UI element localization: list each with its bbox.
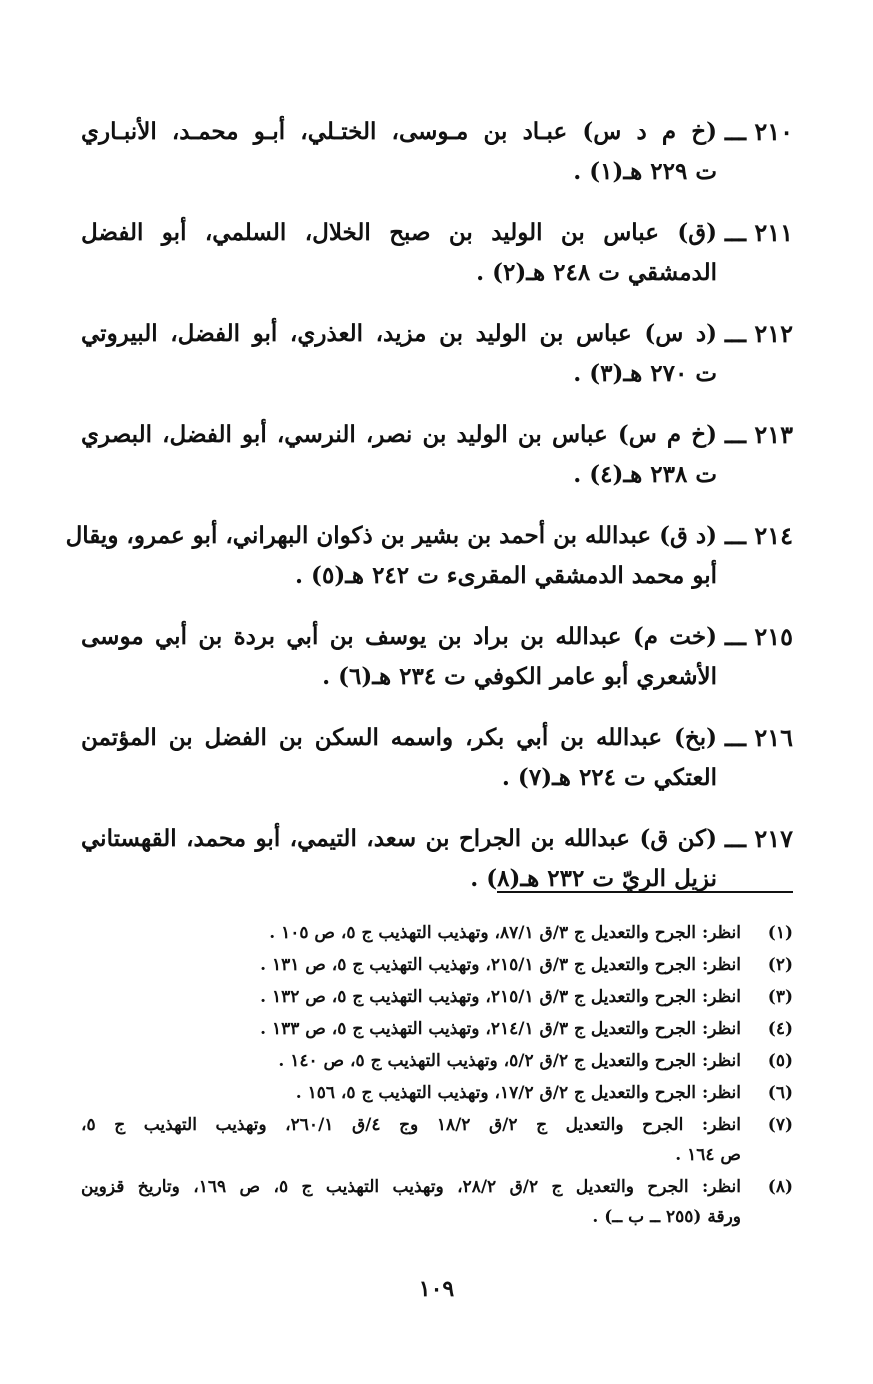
footnote-2 [81, 950, 793, 980]
entry-number: ٢١٢ ـــ [724, 319, 793, 348]
entry-line-1: (خ م س) عباس بن الوليد بن نصر، النرسي، أبو الفضل، البصري [81, 421, 717, 448]
entry-line-1: (كن ق) عبدالله بن الجراح بن سعد، التيمي، أبو محمد، القهستاني [81, 825, 717, 852]
entry-line-2: ت ٢٢٩ هـ(١) . [573, 158, 717, 185]
footnote-text [81, 1046, 741, 1076]
entry-214 [65, 516, 793, 596]
entry-number: ٢١١ ـــ [724, 218, 793, 247]
footnote-text [81, 950, 741, 980]
footnote-line: انظر: الجرح والتعديل ج ٢/ق ١٧/٢، وتهذيب التهذيب ج ٥، ١٥٦ . [295, 1083, 741, 1103]
footnote-7 [81, 1110, 793, 1170]
entry-number: ٢١٠ ـــ [724, 117, 793, 146]
footnote-5 [81, 1046, 793, 1076]
footnote-number: (١) [767, 923, 793, 943]
footnote-number: (٨) [767, 1177, 793, 1197]
entry-text [81, 112, 717, 192]
footnote-separator [497, 891, 793, 893]
footnote-text [81, 1110, 741, 1170]
entry-text [81, 314, 717, 394]
footnote-number: (٧) [767, 1115, 793, 1135]
entry-line-2: الدمشقي ت ٢٤٨ هـ(٢) . [476, 259, 717, 286]
footnote-line: انظر: الجرح والتعديل ج ٣/ق ٢١٥/١، وتهذيب التهذيب ج ٥، ص ١٣٢ . [260, 987, 741, 1007]
entry-line-2: الأشعري أبو عامر الكوفي ت ٢٣٤ هـ(٦) . [322, 663, 717, 690]
footnote-4 [81, 1014, 793, 1044]
footnote-line: انظر: الجرح والتعديل ج ٢/ق ١٨/٢ وج ٤/ق ٢٦٠/١، وتهذيب التهذيب ج ٥، [81, 1115, 741, 1135]
footnote-line: انظر: الجرح والتعديل ج ٣/ق ٢١٥/١، وتهذيب التهذيب ج ٥، ص ١٣١ . [260, 955, 741, 975]
footnote-6 [81, 1078, 793, 1108]
entry-line-2: ت ٢٧٠ هـ(٣) . [573, 360, 717, 387]
entry-line-1: (خ م د س) عبـاد بن مـوسى، الختـلي، أبـو محمـد، الأنبـاري [81, 118, 717, 145]
entry-line-1: (خت م) عبدالله بن براد بن يوسف بن أبي بردة بن أبي موسى [81, 623, 717, 650]
page-number: ١٠٩ [418, 1276, 455, 1302]
entry-text [81, 617, 717, 697]
entry-216 [81, 718, 793, 798]
entry-line-2: ت ٢٣٨ هـ(٤) . [573, 461, 717, 488]
entry-text [81, 819, 717, 899]
footnotes [81, 918, 793, 1234]
entry-number: ٢١٣ ـــ [724, 420, 793, 449]
entry-text [81, 718, 717, 798]
footnote-number: (٤) [767, 1019, 793, 1039]
footnote-number: (٥) [767, 1051, 793, 1071]
entry-line-1: (بخ) عبدالله بن أبي بكر، واسمه السكن بن الفضل بن المؤتمن [81, 724, 717, 751]
footnote-line: انظر: الجرح والتعديل ج ٣/ق ٨٧/١، وتهذيب التهذيب ج ٥، ص ١٠٥ . [269, 923, 741, 943]
entry-211 [81, 213, 793, 293]
entry-number: ٢١٧ ـــ [724, 824, 793, 853]
footnote-number: (٢) [767, 955, 793, 975]
entry-text [81, 213, 717, 293]
entry-line-2: العتكي ت ٢٢٤ هـ(٧) . [501, 764, 717, 791]
entry-212 [81, 314, 793, 394]
footnote-number: (٦) [767, 1083, 793, 1103]
footnote-line: انظر: الجرح والتعديل ج ٢/ق ٥/٢، وتهذيب التهذيب ج ٥، ص ١٤٠ . [278, 1051, 741, 1071]
biography-entries [65, 112, 793, 920]
entry-number: ٢١٦ ـــ [724, 723, 793, 752]
footnote-line: ص ١٦٤ . [675, 1145, 741, 1165]
footnote-line: ورقة (٢٥٥ ــ ب ــ) . [592, 1207, 741, 1227]
entry-215 [81, 617, 793, 697]
entry-text [81, 415, 717, 495]
entry-line-1: (ق) عباس بن الوليد بن صبح الخلال، السلمي، أبو الفضل [81, 219, 717, 246]
footnote-line: انظر: الجرح والتعديل ج ٣/ق ٢١٤/١، وتهذيب التهذيب ج ٥، ص ١٣٣ . [260, 1019, 741, 1039]
entry-213 [81, 415, 793, 495]
footnote-8 [81, 1172, 793, 1232]
entry-line-1: (د ق) عبدالله بن أحمد بن بشير بن ذكوان البهراني، أبو عمرو، ويقال [65, 522, 717, 549]
footnote-3 [81, 982, 793, 1012]
entry-line-2: أبو محمد الدمشقي المقرىء ت ٢٤٢ هـ(٥) . [295, 562, 717, 589]
entry-line-1: (د س) عباس بن الوليد بن مزيد، العذري، أبو الفضل، البيروتي [81, 320, 717, 347]
entry-text [66, 516, 717, 596]
footnote-text [81, 1078, 741, 1108]
footnote-text [81, 1014, 741, 1044]
footnote-number: (٣) [767, 987, 793, 1007]
entry-number: ٢١٤ ـــ [724, 521, 793, 550]
footnote-text [81, 1172, 741, 1232]
entry-210 [81, 112, 793, 192]
footnote-1 [81, 918, 793, 948]
entry-217 [81, 819, 793, 899]
entry-number: ٢١٥ ـــ [724, 622, 793, 651]
entry-line-2: نزيل الريّ ت ٢٣٢ هـ(٨) . [470, 865, 717, 892]
footnote-line: انظر: الجرح والتعديل ج ٢/ق ٢٨/٢، وتهذيب التهذيب ج ٥، ص ١٦٩، وتاريخ قزوين [81, 1177, 741, 1197]
footnote-text [81, 918, 741, 948]
footnote-text [81, 982, 741, 1012]
